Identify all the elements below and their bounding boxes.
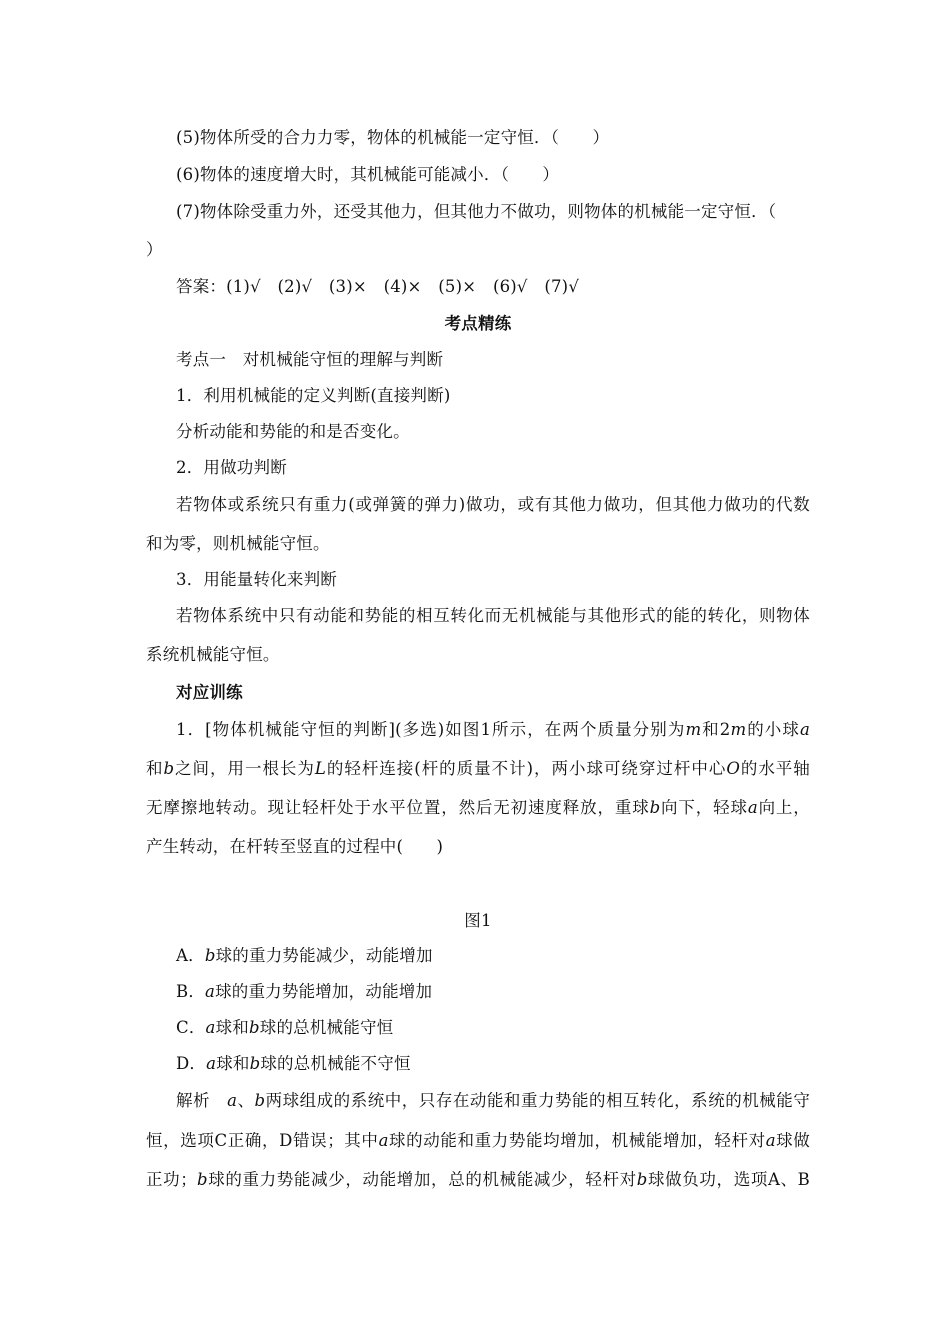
method3-text-line1: 若物体系统中只有动能和势能的相互转化而无机械能与其他形式的能的转化，则物体 [176, 606, 810, 625]
method1-text: 分析动能和势能的和是否变化。 [176, 422, 410, 441]
item-7-line1: (7)物体除受重力外，还受其他力，但其他力不做功，则物体的机械能一定守恒．（ [176, 202, 777, 221]
method3-text-line2: 系统机械能守恒。 [146, 645, 280, 664]
method3-title: 3．用能量转化来判断 [176, 570, 337, 589]
question1-line4: 产生转动，在杆转至竖直的过程中( ) [146, 837, 444, 856]
section-title: 考点精练 [444, 314, 512, 333]
item-6: (6)物体的速度增大时，其机械能可能减小．（ ） [176, 165, 560, 184]
training-heading: 对应训练 [176, 683, 243, 702]
figure-label: 图1 [464, 911, 492, 930]
item-5: (5)物体所受的合力力零，物体的机械能一定守恒．（ ） [176, 128, 610, 147]
method2-text-line1: 若物体或系统只有重力(或弹簧的弹力)做功，或有其他力做功，但其他力做功的代数 [176, 495, 810, 514]
option-a: A．b球的重力势能减少，动能增加 [176, 946, 433, 965]
item-7-line2: ） [146, 240, 163, 259]
question1-line1: 1．[物体机械能守恒的判断](多选)如图1所示，在两个质量分别为m和2m的小球a [176, 720, 810, 739]
method2-title: 2．用做功判断 [176, 458, 287, 477]
analysis-line3: 正功；b球的重力势能减少，动能增加，总的机械能减少，轻杆对b球做负功，选项A、B [146, 1170, 811, 1189]
analysis-line1: 解析 a、b两球组成的系统中，只存在动能和重力势能的相互转化，系统的机械能守 [176, 1091, 811, 1110]
option-c: C．a球和b球的总机械能守恒 [176, 1018, 394, 1037]
question1-line3: 无摩擦地转动。现让轻杆处于水平位置，然后无初速度释放，重球b向下，轻球a向上， [146, 798, 811, 817]
answer-line: 答案：(1)√ (2)√ (3)× (4)× (5)× (6)√ (7)√ [176, 277, 580, 296]
analysis-line2: 恒，选项C正确，D错误；其中a球的动能和重力势能均增加，机械能增加，轻杆对a球做 [146, 1131, 810, 1150]
option-d: D．a球和b球的总机械能不守恒 [176, 1054, 411, 1073]
option-b: B．a球的重力势能增加，动能增加 [176, 982, 433, 1001]
method1-title: 1．利用机械能的定义判断(直接判断) [176, 386, 451, 405]
method2-text-line2: 和为零，则机械能守恒。 [146, 534, 330, 553]
question1-line2: 和b之间，用一根长为L的轻杆连接(杆的质量不计)，两小球可绕穿过杆中心O的水平轴 [146, 759, 810, 778]
point1-heading: 考点一 对机械能守恒的理解与判断 [176, 350, 444, 369]
